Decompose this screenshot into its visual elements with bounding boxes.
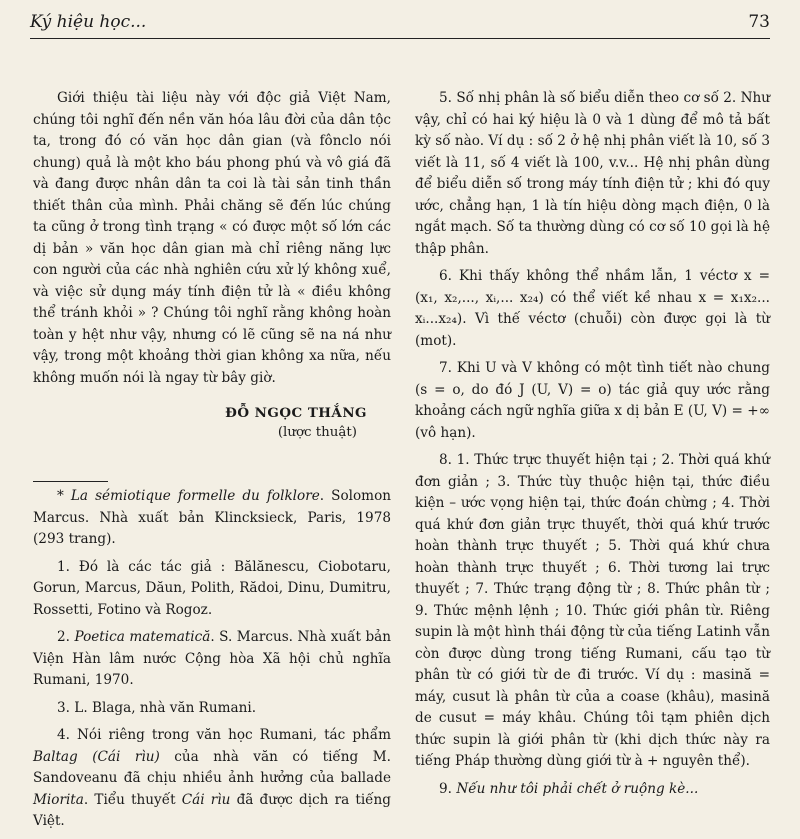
footnote-star-rest: . Solomon Marcus. Nhà xuất bản Klincksieck, Paris, 1978 (293 trang). bbox=[33, 488, 392, 547]
footnote-star: * La sémiotique formelle du folklore. Solomon Marcus. Nhà xuất bản Klincksieck, Paris, 1978 (293 trang). bbox=[33, 488, 392, 547]
footnote-2 bbox=[33, 627, 391, 692]
note-7: 7. Khi U và V không có một tình tiết nào chung (s = o, do đó J (U, V) = o) tác giả quy ước rằng khoảng cách ngữ nghĩa giữa x dị bản E (U, V) = +∞ (vô hạn). bbox=[415, 360, 770, 441]
note-9 bbox=[415, 779, 770, 801]
page-number: 73 bbox=[748, 12, 770, 32]
intro-paragraph: Giới thiệu tài liệu này với độc giả Việt Nam, chúng tôi nghĩ đến nền văn hóa lâu đời của dân tộc ta, trong đó có văn học dân gian (và fônclo nói chung) quả là một kho báu phong phú và vô giá đã và đang được nhân dân ta coi là tài sản tinh thần thiết thân của mình. Phải chăng sẽ đến lúc chúng ta cũng ở trong tình trạng « có được một số lớn các dị bản » văn học dân gian mà chỉ riêng năng lực con người của các nhà nghiên cứu xử lý không xuể, và việc sử dụng máy tính điện tử là « điều không thể tránh khỏi » ? Chúng tôi nghĩ rằng không hoàn toàn y hệt như vậy, nhưng có lẽ cũng sẽ na ná như vậy, trong một khoảng thời gian không xa nữa, nếu không muốn nói là ngay từ bây giờ. bbox=[33, 90, 391, 386]
footnote-divider bbox=[33, 481, 108, 482]
footnote-4-part-d: đã được dịch ra tiếng Việt. bbox=[33, 791, 391, 829]
left-column bbox=[33, 88, 391, 839]
note-9-text: Nếu như tôi phải chết ở ruộng kè... bbox=[456, 780, 699, 797]
note-5: 5. Số nhị phân là số biểu diễn theo cơ số 2. Như vậy, chỉ có hai ký hiệu là 0 và 1 dùng để mô tả bất kỳ số nào. Ví dụ : số 2 ở hệ nhị phân viết là 10, số 3 viết là 11, số 4 viết là 100, v.v... Hệ nhị phân dùng để biểu diễn số trong máy tính điện tử ; khi đó quy ước, chẳng hạn, 1 là tín hiệu dòng mạch điện, 0 là ngắt mạch. Số ta thường dùng có cơ số 10 gọi là hệ thập phân. bbox=[415, 90, 770, 257]
footnote-4-part-c: . Tiểu thuyết bbox=[83, 791, 182, 808]
page-header bbox=[30, 12, 770, 39]
footnote-4-part-a: 4. Nói riêng trong văn học Rumani, tác phẩm bbox=[57, 727, 391, 743]
footnote-2-rest: . S. Marcus. Nhà xuất bản Viện Hàn lâm nước Cộng hòa Xã hội chủ nghĩa Rumani, 1970. bbox=[33, 629, 391, 688]
author-name: ĐỖ NGỌC THẮNG bbox=[225, 405, 367, 421]
running-title: Ký hiệu học... bbox=[30, 12, 147, 32]
footnote-4-title-2: Miorita bbox=[33, 791, 84, 808]
footnote-1: 1. Đó là các tác giả : Bălănescu, Ciobotaru, Gorun, Marcus, Dăun, Polith, Rădoi, Dinu, Dumitru, Rossetti, Fotino và Rogoz. bbox=[33, 558, 391, 618]
signature-block bbox=[33, 403, 391, 443]
note-8: 8. 1. Thức trực thuyết hiện tại ; 2. Thời quá khứ đơn giản ; 3. Thức tùy thuộc hiện tại, thức điều kiện – ước vọng hiện tại, thức đoán chừng ; 4. Thời quá khứ đơn giản trực thuyết, thời quá khứ trước hoàn thành trực thuyết ; 5. Thời quá khứ chưa hoàn thành trực thuyết ; 6. Thời tương lai trực thuyết ; 7. Thức trạng động từ ; 8. Thức phân từ ; 9. Thức mệnh lệnh ; 10. Thức giới phân từ. Riêng supin là một hình thái động từ của tiếng Latinh vẫn còn được dùng trong tiếng Rumani, cấu tạo từ phân từ có giới từ de đi trước. Ví dụ : masină = máy, cusut là phân từ của a coase (khâu), masină de cusut = máy khâu. Chúng tôi tạm phiên dịch thức supin là giới phân từ (khi dịch thức này ra tiếng Pháp thường dùng giới từ à + nguyên thể). bbox=[415, 452, 770, 769]
footnote-4-title-1: Baltag (Cái rìu) bbox=[33, 748, 160, 765]
footnote-4-part-b: của nhà văn có tiếng M. Sandoveanu đã chịu nhiều ảnh hưởng của ballade bbox=[33, 748, 391, 786]
footnote-2-title: Poetica matematică bbox=[74, 629, 211, 645]
footnote-star-title: La sémiotique formelle du folklore bbox=[70, 488, 320, 504]
footnote-3: 3. L. Blaga, nhà văn Rumani. bbox=[57, 699, 257, 716]
footnote-4 bbox=[33, 725, 391, 833]
author-note: (lược thuật) bbox=[277, 425, 357, 440]
note-6: 6. Khi thấy không thể nhầm lẫn, 1 véctơ x = (x₁, x₂,..., xᵢ,... x₂₄) có thể viết kề nhau x = x₁x₂... xᵢ...x₂₄). Vì thế véctơ (chuỗi) còn được gọi là từ (mot). bbox=[415, 268, 770, 349]
note-9-number: 9. bbox=[439, 780, 452, 797]
footnote-2-number: 2. bbox=[57, 629, 70, 645]
right-column bbox=[415, 88, 770, 806]
footnote-4-title-3: Cái rìu bbox=[181, 791, 231, 808]
